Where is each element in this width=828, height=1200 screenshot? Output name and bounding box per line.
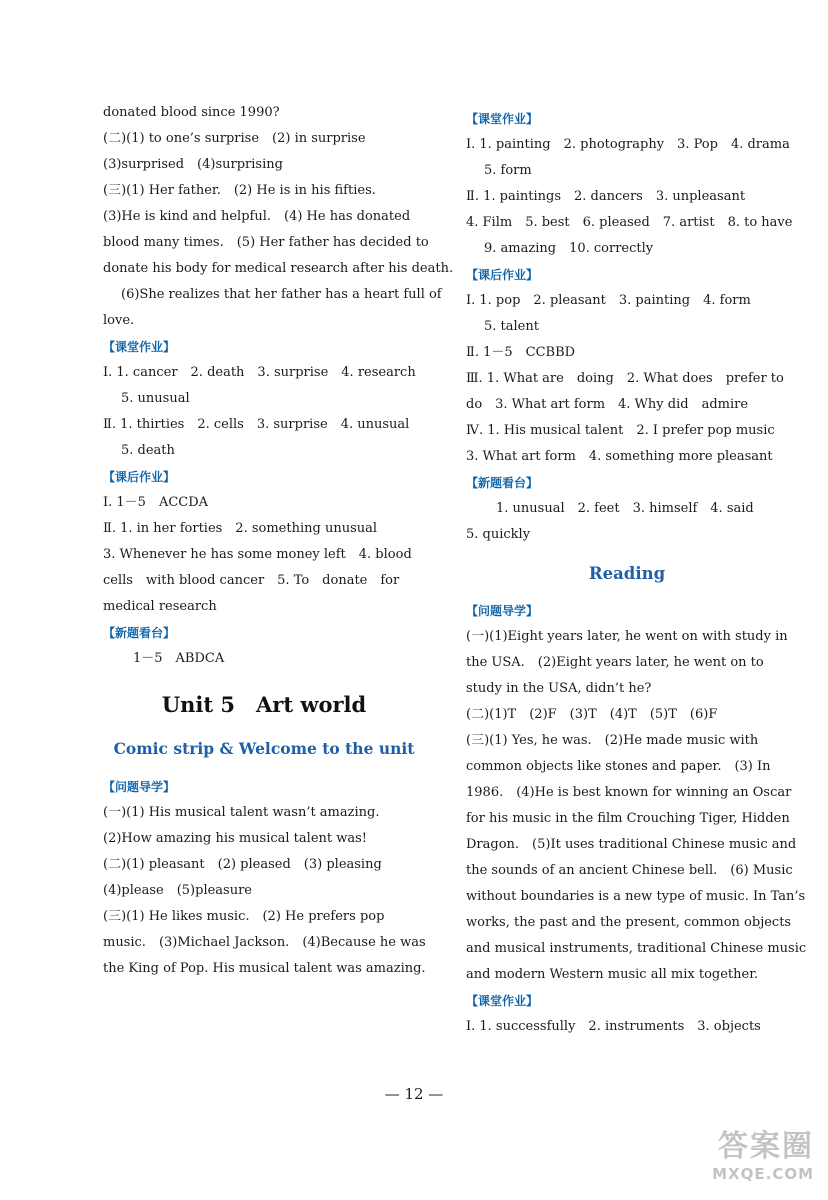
answer-line: Ⅱ. 1. thirties 2. cells 3. surprise 4. unusual: [103, 417, 410, 432]
answer-line: 9. amazing 10. correctly: [484, 241, 654, 256]
text-line: (三)(1) Her father. (2) He is in his fifties.: [103, 183, 376, 198]
answer-line: (一)(1) His musical talent wasn’t amazing.: [103, 805, 380, 820]
section-heading-classwork: 【课堂作业】: [103, 340, 176, 354]
reading-title: Reading: [588, 564, 666, 583]
answer-line: 3. What art form 4. something more pleasant: [466, 449, 773, 464]
answer-line: (三)(1) He likes music. (2) He prefers pop: [103, 909, 385, 924]
answer-line: (2)How amazing his musical talent was!: [103, 831, 368, 846]
answer-line: Ⅱ. 1. in her forties 2. something unusual: [103, 521, 378, 536]
answer-line: Ⅰ. 1. cancer 2. death 3. surprise 4. research: [103, 365, 416, 380]
answer-line: study in the USA, didn’t he?: [466, 681, 652, 696]
answer-line: 1－5 ABDCA: [133, 651, 225, 666]
answer-line: the King of Pop. His musical talent was amazing.: [103, 961, 426, 976]
text-line: (6)She realizes that her father has a heart full of: [121, 287, 442, 302]
section-heading-homework: 【课后作业】: [466, 268, 539, 282]
text-line: blood many times. (5) Her father has decided to: [103, 235, 429, 250]
section-heading-guided-questions: 【问题导学】: [103, 780, 176, 794]
text-line: (3)surprised (4)surprising: [103, 157, 283, 172]
answer-line: Ⅱ. 1. paintings 2. dancers 3. unpleasant: [466, 189, 746, 204]
text-line: donate his body for medical research after his death.: [103, 261, 454, 276]
text-line: donated blood since 1990?: [103, 105, 280, 120]
unit-title: Unit 5 Art world: [161, 692, 367, 717]
lesson-title: Comic strip & Welcome to the unit: [113, 739, 415, 758]
answer-line: music. (3)Michael Jackson. (4)Because he was: [103, 935, 426, 950]
answer-line: (三)(1) Yes, he was. (2)He made music with: [466, 733, 759, 748]
answer-line: 5. form: [484, 163, 532, 178]
section-heading-new-questions: 【新题看台】: [466, 476, 539, 490]
section-heading-homework: 【课后作业】: [103, 470, 176, 484]
answer-line: 1986. (4)He is best known for winning an Oscar: [466, 785, 792, 800]
watermark-text: 答案圈: [718, 1129, 814, 1164]
answer-line: and modern Western music all mix together.: [466, 967, 759, 982]
answer-line: medical research: [103, 599, 217, 614]
answer-line: Ⅰ. 1. pop 2. pleasant 3. painting 4. form: [466, 293, 751, 308]
answer-line: Ⅰ. 1－5 ACCDA: [103, 495, 209, 510]
watermark-url: MXQE.COM: [712, 1165, 814, 1183]
watermark-logo: [704, 1130, 814, 1194]
section-heading-guided-questions: 【问题导学】: [466, 604, 539, 618]
answer-line: 5. talent: [484, 319, 539, 334]
answer-line: (一)(1)Eight years later, he went on with study in: [466, 629, 788, 644]
answer-line: and musical instruments, traditional Chinese music: [466, 941, 807, 956]
right-column: [466, 106, 807, 1040]
answer-line: the USA. (2)Eight years later, he went on to: [466, 655, 764, 670]
answer-line: Ⅰ. 1. painting 2. photography 3. Pop 4. drama: [466, 137, 790, 152]
text-line: (二)(1) to one’s surprise (2) in surprise: [103, 131, 366, 146]
page-number: — 12 —: [384, 1085, 444, 1103]
answer-line: Ⅱ. 1－5 CCBBD: [466, 345, 576, 360]
answer-line: 3. Whenever he has some money left 4. blood: [103, 547, 412, 562]
left-column: [103, 100, 454, 982]
answer-line: do 3. What art form 4. Why did admire: [466, 397, 749, 412]
section-heading-classwork: 【课堂作业】: [466, 112, 539, 126]
section-heading-classwork: 【课堂作业】: [466, 994, 539, 1008]
answer-line: without boundaries is a new type of music. In Tan’s: [466, 889, 806, 904]
answer-line: works, the past and the present, common objects: [466, 915, 792, 930]
answer-line: Dragon. (5)It uses traditional Chinese music and: [466, 837, 797, 852]
answer-line: common objects like stones and paper. (3) In: [466, 759, 771, 774]
answer-line: (二)(1)T (2)F (3)T (4)T (5)T (6)F: [466, 707, 718, 722]
answer-line: cells with blood cancer 5. To donate for: [103, 573, 400, 588]
answer-line: 5. death: [121, 443, 175, 458]
answer-line: Ⅳ. 1. His musical talent 2. I prefer pop music: [466, 423, 775, 438]
text-line: love.: [103, 313, 135, 328]
answer-line: the sounds of an ancient Chinese bell. (6) Music: [466, 863, 793, 878]
answer-line: for his music in the film Crouching Tiger, Hidden: [466, 811, 790, 826]
answer-line: Ⅰ. 1. successfully 2. instruments 3. objects: [466, 1019, 761, 1034]
answer-line: 4. Film 5. best 6. pleased 7. artist 8. to have: [466, 215, 793, 230]
answer-line: (二)(1) pleasant (2) pleased (3) pleasing: [103, 857, 382, 872]
answer-line: Ⅲ. 1. What are doing 2. What does prefer to: [466, 371, 784, 386]
text-line: (3)He is kind and helpful. (4) He has donated: [103, 209, 411, 224]
section-heading-new-questions: 【新题看台】: [103, 626, 176, 640]
answer-line: (4)please (5)pleasure: [103, 883, 252, 898]
answer-line: 1. unusual 2. feet 3. himself 4. said: [496, 501, 754, 516]
answer-line: 5. quickly: [466, 527, 531, 542]
answer-line: 5. unusual: [121, 391, 190, 406]
